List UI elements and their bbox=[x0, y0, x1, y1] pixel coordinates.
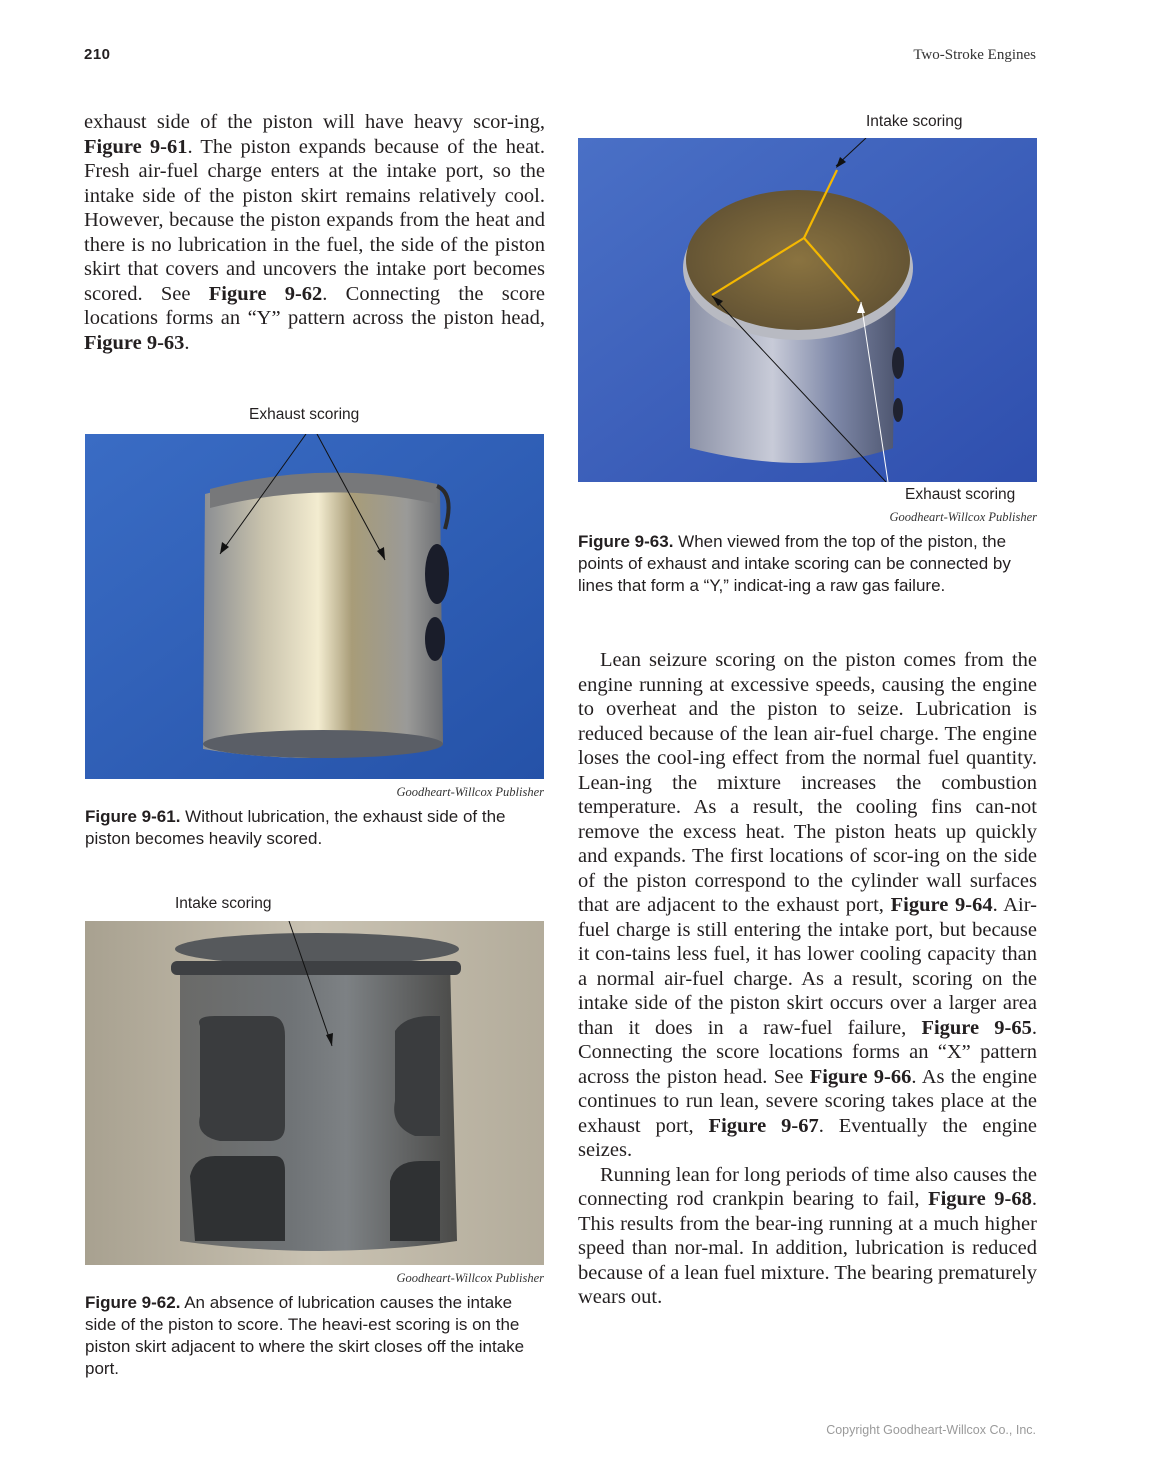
figure-label: Figure 9-61. bbox=[85, 807, 181, 826]
paragraph: Lean seizure scoring on the piston comes from the engine running at excessive speeds, causing the engine to overheat and the piston to seize. Lubrication is reduced because of the lean air-fuel charge. The engine loses the cool-ing effect from the normal fuel quantity. Lean-ing the mixture increases the combustion temperature. As a result, the cooling fins can-not remove the excess heat. The piston heats up quickly and expands. The first locations of scor-ing on the side of the piston correspond to the cylinder wall surfaces that are adjacent to the exhaust port, Figure 9-64. Air-fuel charge is still entering the intake port, but because it con-tains less fuel, it has lower cooling capacity than a normal air-fuel charge. As a result, scoring on the intake side of the piston skirt occurs over a larger area than it does in a raw-fuel failure, Figure 9-65. Connecting the score locations forms an “X” pattern across the piston head. See Figure 9-66. As the engine continues to run lean, severe scoring takes place at the exhaust port, Figure 9-67. Eventually the engine seizes. bbox=[578, 649, 1037, 1161]
figure-reference[interactable]: Figure 9-62 bbox=[208, 282, 323, 305]
figure-credit: Goodheart-Willcox Publisher bbox=[889, 510, 1037, 524]
figure-label: Figure 9-63. bbox=[578, 532, 674, 551]
right-body-text bbox=[578, 648, 1037, 1310]
figure-callout-exhaust-scoring: Exhaust scoring bbox=[905, 486, 1016, 503]
figure-reference[interactable]: Figure 9-68 bbox=[928, 1188, 1032, 1210]
figure-9-62-caption: Figure 9-62. An absence of lubrication causes the intake side of the piston to score. The heavi-est scoring is on the piston skirt adjacent to where the skirt closes off the intake port. bbox=[85, 1293, 525, 1378]
paragraph: exhaust side of the piston will have heavy scor-ing, Figure 9-61. The piston expands because of the heat. Fresh air-fuel charge enters at the intake port, so the intake side of the piston skirt remains relatively cool. However, because the piston expands from the heat and there is no lubrication in the fuel, the side of the piston skirt that covers and uncovers the intake port becomes scored. See Figure 9-62. Connecting the score locations forms an “Y” pattern across the piston head, Figure 9-63. bbox=[84, 111, 545, 354]
figure-reference[interactable]: Figure 9-66 bbox=[809, 1065, 912, 1088]
running-head: Two-Stroke Engines bbox=[913, 47, 1036, 63]
figure-9-61-photo bbox=[85, 434, 544, 779]
paragraph: Running lean for long periods of time also causes the connecting rod crankpin bearing to fail, Figure 9-68. This results from the bear-ing running at a much higher speed than nor-mal. In addition, lubrication is reduced because of a lean fuel mixture. The bearing prematurely wears out. bbox=[578, 1163, 1037, 1308]
left-body-text bbox=[84, 110, 545, 355]
figure-callout-intake-scoring: Intake scoring bbox=[866, 113, 963, 130]
piston-head-y-pattern-photo bbox=[578, 138, 1037, 482]
figure-credit: Goodheart-Willcox Publisher bbox=[396, 1271, 544, 1285]
figure-credit: Goodheart-Willcox Publisher bbox=[396, 785, 544, 799]
figure-reference[interactable]: Figure 9-63 bbox=[84, 331, 185, 354]
figure-callout-exhaust-scoring: Exhaust scoring bbox=[249, 406, 360, 423]
copyright-notice: Copyright Goodheart-Willcox Co., Inc. bbox=[826, 1423, 1036, 1437]
figure-callout-intake-scoring: Intake scoring bbox=[175, 895, 272, 912]
piston-exhaust-photo bbox=[85, 434, 544, 779]
figure-reference[interactable]: Figure 9-61 bbox=[84, 135, 188, 158]
figure-9-62-photo bbox=[85, 921, 544, 1265]
figure-label: Figure 9-62. bbox=[85, 1293, 181, 1312]
figure-reference[interactable]: Figure 9-65 bbox=[921, 1016, 1032, 1039]
figure-9-61-caption: Figure 9-61. Without lubrication, the exhaust side of the piston becomes heavily scored. bbox=[85, 807, 506, 848]
piston-intake-photo bbox=[85, 921, 544, 1265]
figure-9-63-caption: Figure 9-63. When viewed from the top of the piston, the points of exhaust and intake scoring can be connected by lines that form a “Y,” indicat-ing a raw gas failure. bbox=[578, 532, 1011, 595]
figure-9-63-photo bbox=[578, 138, 1037, 482]
page-number: 210 bbox=[84, 46, 111, 63]
figure-reference[interactable]: Figure 9-64 bbox=[890, 894, 993, 916]
figure-reference[interactable]: Figure 9-67 bbox=[708, 1114, 819, 1137]
